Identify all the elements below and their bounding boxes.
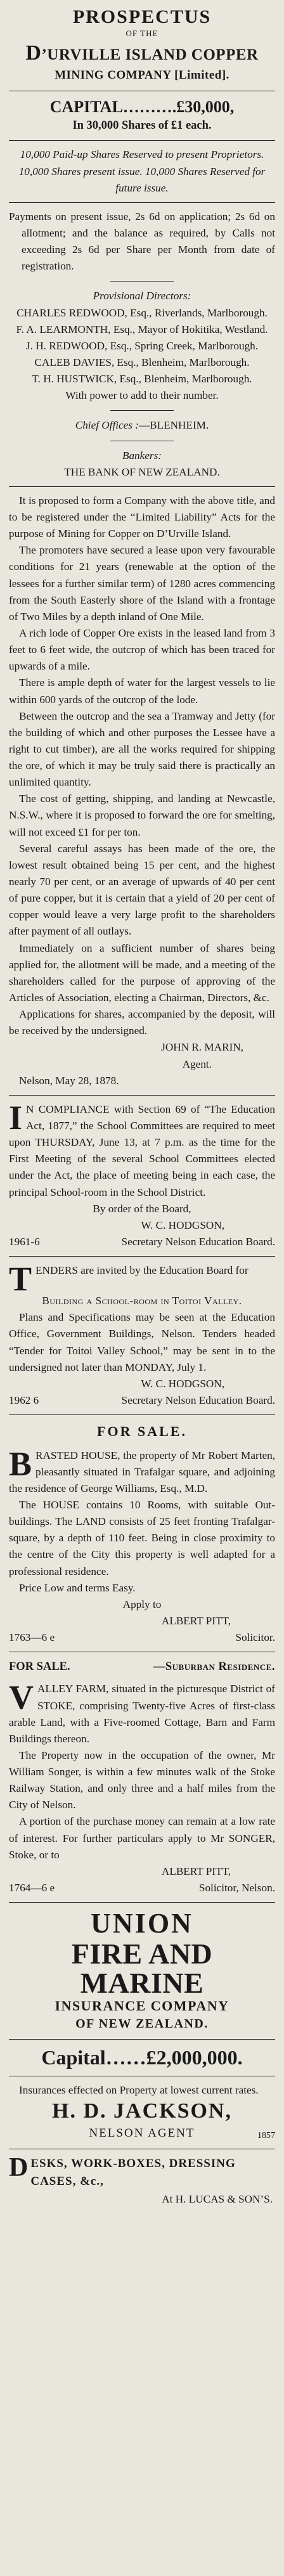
notice-body: N COMPLIANCE with Section 69 of “The Education Act, 1877,” the School Committees are required to meet upon THURSDAY, June 13, at 7 p.m. as the time for the First Meeting of the several School Committees elected under the Act, the place of meeting being in each case, the principal School-room in the School District. xyxy=(9,1103,275,1198)
body-paragraph: Immediately on a sufficient number of shares being applied for, the allotment will be made, and a meeting of the shareholders called for the purpose of approving of the Articles of Association, electing a Chairman, Directors, &c. xyxy=(9,942,275,1004)
divider xyxy=(110,410,174,411)
for-sale-valley-farm xyxy=(9,1658,275,1896)
divider xyxy=(9,1902,275,1903)
sale-text xyxy=(9,1444,275,1497)
signer-title: Solicitor. xyxy=(235,1631,275,1644)
signature-name: JOHN R. MARIN, xyxy=(161,1041,243,1054)
body-paragraph: A rich lode of Copper Ore exists in the leased land from 3 feet to 6 feet wide, the outcrop of which has been traced for upwards of a mile. xyxy=(9,626,275,673)
ad-reference: 1764—6 e xyxy=(9,1882,55,1894)
body-paragraph: There is ample depth of water for the largest vessels to lie within 600 yards of the outcrop of the lode. xyxy=(9,676,275,706)
director-entry: J. H. REDWOOD, Esq., Spring Creek, Marlborough. xyxy=(25,339,259,352)
directors-heading: Provisional Directors: xyxy=(93,290,191,302)
drop-cap: B xyxy=(9,1444,32,1483)
signer-title: Secretary Nelson Education Board. xyxy=(121,1236,275,1248)
drop-cap: V xyxy=(9,1678,34,1717)
signer-title: Solicitor, Nelson. xyxy=(198,1882,275,1894)
for-sale-heading: FOR SALE. xyxy=(97,1423,187,1440)
divider xyxy=(9,140,275,141)
company-name-line1 xyxy=(9,40,275,67)
notice-text xyxy=(9,1098,275,1201)
union-insurance-advertisement xyxy=(9,1908,275,2142)
tenders-notice xyxy=(9,1262,275,1409)
ad-reference: 1961-6 xyxy=(9,1236,40,1248)
of-new-zealand: OF NEW ZEALAND. xyxy=(75,2016,209,2031)
sale-text xyxy=(9,1678,275,1747)
payments-text: Payments on present issue, 2s 6d on application; 2s 6d on allotment; and the balance as required, by Calls not exceeding 2s 6d per Share per Month from date of registration. xyxy=(9,210,275,273)
director-entry: CALEB DAVIES, Esq., Blenheim, Marlborough. xyxy=(34,356,250,368)
divider xyxy=(9,202,275,203)
apply-to: Apply to xyxy=(122,1598,162,1610)
for-sale-brasted-house xyxy=(9,1421,275,1646)
power-to-add-text: With power to add to their number. xyxy=(65,389,219,402)
signer-line xyxy=(9,1234,275,1250)
director-entry: F. A. LEARMONTH, Esq., Mayor of Hokitika, Westland. xyxy=(16,323,268,335)
signer-line xyxy=(9,1392,275,1409)
ad-reference: 1857 xyxy=(257,2131,275,2141)
for-sale-heading-line xyxy=(9,1658,275,1676)
company-name-line2: MINING COMPANY [Limited]. xyxy=(55,68,229,82)
desks-seller: At H. LUCAS & SON’S. xyxy=(162,2193,273,2206)
prospectus-title: PROSPECTUS xyxy=(72,6,212,27)
company-name-rest: ’URVILLE ISLAND COPPER xyxy=(41,46,259,63)
prospectus-body xyxy=(9,493,275,1040)
union-capital: Capital……£2,000,000. xyxy=(41,2046,243,2069)
body-paragraph: The promoters have secured a lease upon very favourable conditions for 21 years (renewable at the option of the lessees for a further similar term) of 1280 acres commencing from the South Easterly shore of the Island with a frontage of Two Miles by a depth inland of One Mile. xyxy=(9,544,275,623)
capital-line: CAPITAL……….£30,000, xyxy=(49,98,235,117)
drop-cap: T xyxy=(9,1260,32,1298)
directors-list xyxy=(9,305,275,388)
chief-offices-value: —BLENHEIM. xyxy=(138,419,209,432)
tenders-text xyxy=(9,1260,275,1298)
ad-reference: 1763—6 e xyxy=(9,1631,55,1644)
insurances-text: Insurances effected on Property at lowest current rates. xyxy=(19,2083,259,2096)
ad-reference: 1962 6 xyxy=(9,1394,39,1406)
divider xyxy=(110,281,174,282)
signer-line xyxy=(9,1629,275,1646)
divider xyxy=(9,1095,275,1096)
building-line: Building a School-room in Toitoi Valley. xyxy=(42,1295,242,1307)
dateline: Nelson, May 28, 1878. xyxy=(19,1074,119,1087)
fire-marine-title: FIRE AND MARINE xyxy=(71,1937,213,1999)
chief-offices-label: Chief Offices : xyxy=(75,419,139,432)
shares-paid-text: 10,000 Paid-up Shares Reserved to present Proprietors. 10,000 Shares present issue. 10,000 Shares Reserved for future issue. xyxy=(18,148,266,194)
chief-offices xyxy=(9,417,275,434)
divider xyxy=(9,486,275,487)
sale-terms: Price Low and terms Easy. xyxy=(19,1581,136,1594)
agent-name: H. D. JACKSON, xyxy=(52,2099,232,2123)
desks-advertisement xyxy=(9,2152,275,2208)
body-paragraph: The cost of getting, shipping, and landing at Newcastle, N.S.W., where it is proposed to forward the ore for smelting, will not exceed £1 for per ton. xyxy=(9,793,275,838)
sale-intro: RASTED HOUSE, the property of Mr Robert Marten, pleasantly situated in Trafalgar square, and adjoining the residence of George Williams, Esq., M.D. xyxy=(9,1449,275,1494)
sale-intro: ALLEY FARM, situated in the picturesque District of STOKE, comprising Twenty-five Acres of first-class arable Land, with a Five-roomed Cottage, Barn and Farm Buildings thereon. xyxy=(9,1683,275,1745)
shares-line: In 30,000 Shares of £1 each. xyxy=(72,119,212,133)
suburban-residence-heading: —Suburban Residence. xyxy=(153,1660,275,1674)
company-initial: D xyxy=(25,41,42,65)
sale-terms: A portion of the purchase money can remain at a low rate of interest. For further particulars apply to Mr SONGER, Stoke, or to xyxy=(9,1815,275,1861)
bankers-value: THE BANK OF NEW ZEALAND. xyxy=(64,465,220,478)
tenders-intro: ENDERS are invited by the Education Board for xyxy=(36,1264,248,1277)
divider xyxy=(9,1256,275,1257)
education-act-notice xyxy=(9,1098,275,1250)
desks-text xyxy=(9,2152,275,2192)
agent-line xyxy=(9,2125,275,2143)
signer-name: ALBERT PITT, xyxy=(161,1865,231,1877)
tenders-body: Plans and Specifications may be seen at the Education Office, Government Buildings, Nelson. Tenders headed “Tender for Toitoi Valley School,” may be sent in to the undersigned not later than MONDAY, July 1. xyxy=(9,1311,275,1373)
spacer xyxy=(9,1442,275,1447)
signer-name: W. C. HODGSON, xyxy=(141,1377,224,1390)
body-paragraph: Several careful assays has been made of the ore, the lowest result obtained being 15 per cent, and the highest nearly 70 per cent, or an average of upwards of 40 per cent of pure copper, but it is certain that a yield of 20 per cent of copper would leave a very large profit to the shareholders after payment of all outlays. xyxy=(9,842,275,938)
signer-name: ALBERT PITT, xyxy=(161,1614,231,1627)
body-paragraph: Between the outcrop and the sea a Tramway and Jetty (for the building of which and other purposes the Lessee have a right to cut timber), are all the works required for shipping the ore, of which it may be truly said there is practically an unlimited quantity. xyxy=(9,709,275,789)
prospectus-advertisement xyxy=(9,6,275,1089)
for-sale-heading: FOR SALE. xyxy=(9,1660,70,1674)
signer-title: Secretary Nelson Education Board. xyxy=(121,1394,275,1406)
of-the-label: OF THE xyxy=(126,29,158,38)
union-title: UNION xyxy=(91,1908,193,1939)
signer-name: W. C. HODGSON, xyxy=(141,1219,224,1231)
director-entry: T. H. HUSTWICK, Esq., Blenheim, Marlborough. xyxy=(32,373,252,385)
signer-line xyxy=(9,1880,275,1896)
drop-cap: D xyxy=(9,2152,29,2182)
bankers-label: Bankers: xyxy=(122,449,162,462)
divider xyxy=(9,2039,275,2040)
by-order-text: By order of the Board, xyxy=(93,1202,191,1215)
desks-body: ESKS, WORK-BOXES, DRESSING CASES, &c., xyxy=(30,2156,236,2189)
signature-title: Agent. xyxy=(182,1058,212,1070)
agent-title: NELSON AGENT xyxy=(89,2126,195,2140)
director-entry: CHARLES REDWOOD, Esq., Riverlands, Marlborough. xyxy=(16,306,268,319)
divider xyxy=(9,1414,275,1415)
spacer xyxy=(9,1676,275,1681)
body-paragraph: It is proposed to form a Company with the above title, and to be registered under the “Limited Liability” Acts for the purpose of Mining for Copper on D’Urville Island. xyxy=(9,494,275,540)
drop-cap: I xyxy=(9,1098,23,1137)
insurance-company-title: INSURANCE COMPANY xyxy=(55,1997,229,2014)
sale-details: The HOUSE contains 10 Rooms, with suitable Out-buildings. The LAND consists of 25 feet fronting Trafalgar-square, by a depth of 110 feet. Being in close proximity to the centre of the City this property is well adapted for a professional residence. xyxy=(9,1498,275,1577)
body-paragraph: Applications for shares, accompanied by the deposit, will be received by the undersigned. xyxy=(9,1008,275,1037)
sale-details: The Property now in the occupation of the owner, Mr William Songer, is within a few minutes walk of the Stoke Railway Station, and only three and a half miles from the City of Nelson. xyxy=(9,1749,275,1811)
